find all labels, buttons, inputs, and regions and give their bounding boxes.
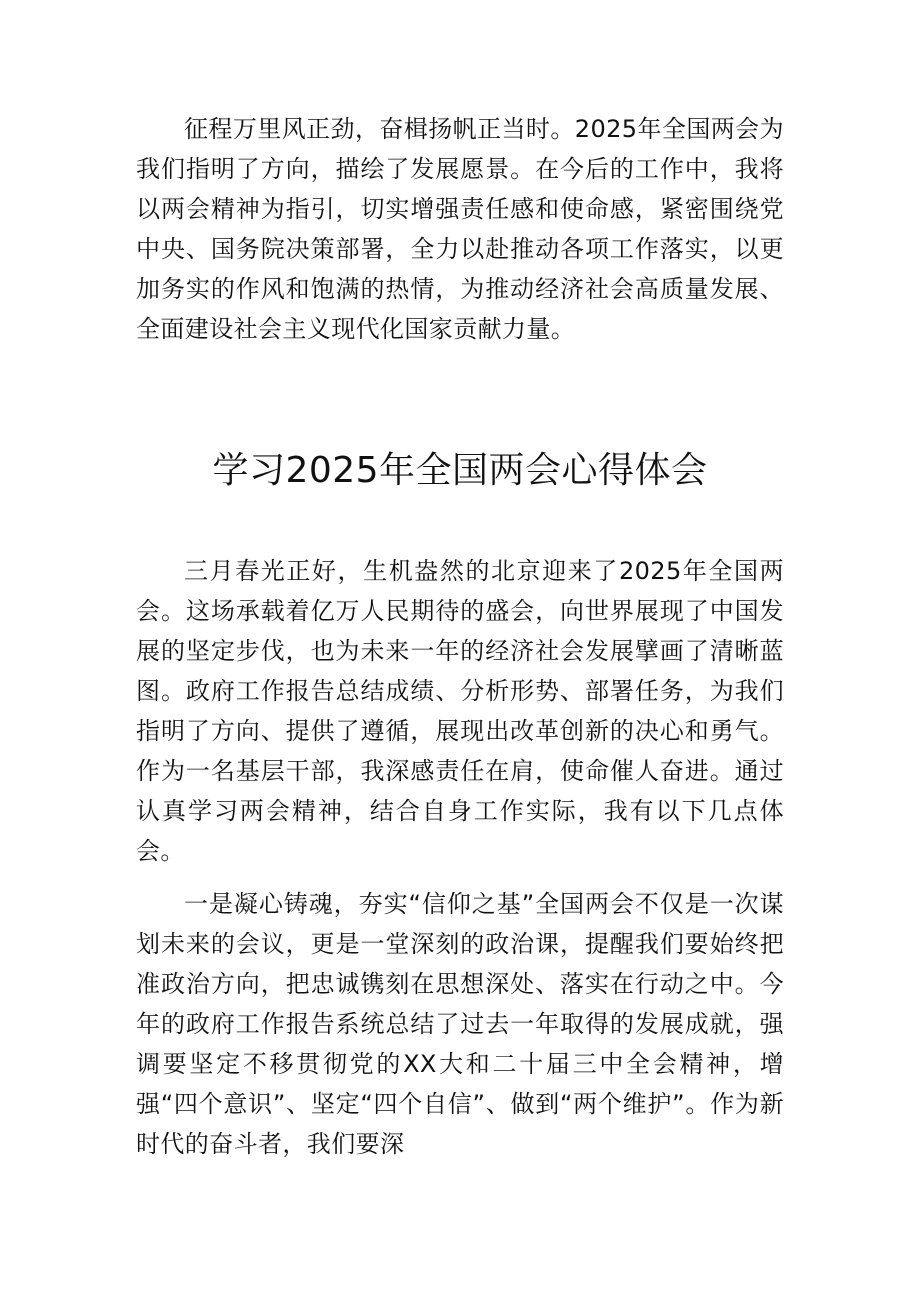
point-one-paragraph: 一是凝心铸魂，夯实“信仰之基”全国两会不仅是一次谋划未来的会议，更是一堂深刻的政治课，提醒我们要始终把准政治方向，把忠诚镌刻在思想深处、落实在行动之中。今年的政府工作报告系统总结了过去一年取得的发展成就，强调要坚定不移贯彻党的XX大和二十届三中全会精神，增强“四个意识”、坚定“四个自信”、做到“两个维护”。作为新时代的奋斗者，我们要深 [136, 890, 784, 1158]
document-title: 学习2025年全国两会心得体会 [212, 450, 708, 491]
intro-paragraph: 三月春光正好，生机盎然的北京迎来了2025年全国两会。这场承载着亿万人民期待的盛会，向世界展现了中国发展的坚定步伐，也为未来一年的经济社会发展擘画了清晰蓝图。政府工作报告总结成绩、分析形势、部署任务，为我们指明了方向、提供了遵循，展现出改革创新的决心和勇气。作为一名基层干部，我深感责任在肩，使命催人奋进。通过认真学习两会精神，结合自身工作实际，我有以下几点体会。 [136, 557, 784, 865]
closing-paragraph: 征程万里风正劲，奋楫扬帆正当时。2025年全国两会为我们指明了方向，描绘了发展愿景。在今后的工作中，我将以两会精神为指引，切实增强责任感和使命感，紧密围绕党中央、国务院决策部署，全力以赴推动各项工作落实，以更加务实的作风和饱满的热情，为推动经济社会高质量发展、全面建设社会主义现代化国家贡献力量。 [136, 115, 784, 343]
